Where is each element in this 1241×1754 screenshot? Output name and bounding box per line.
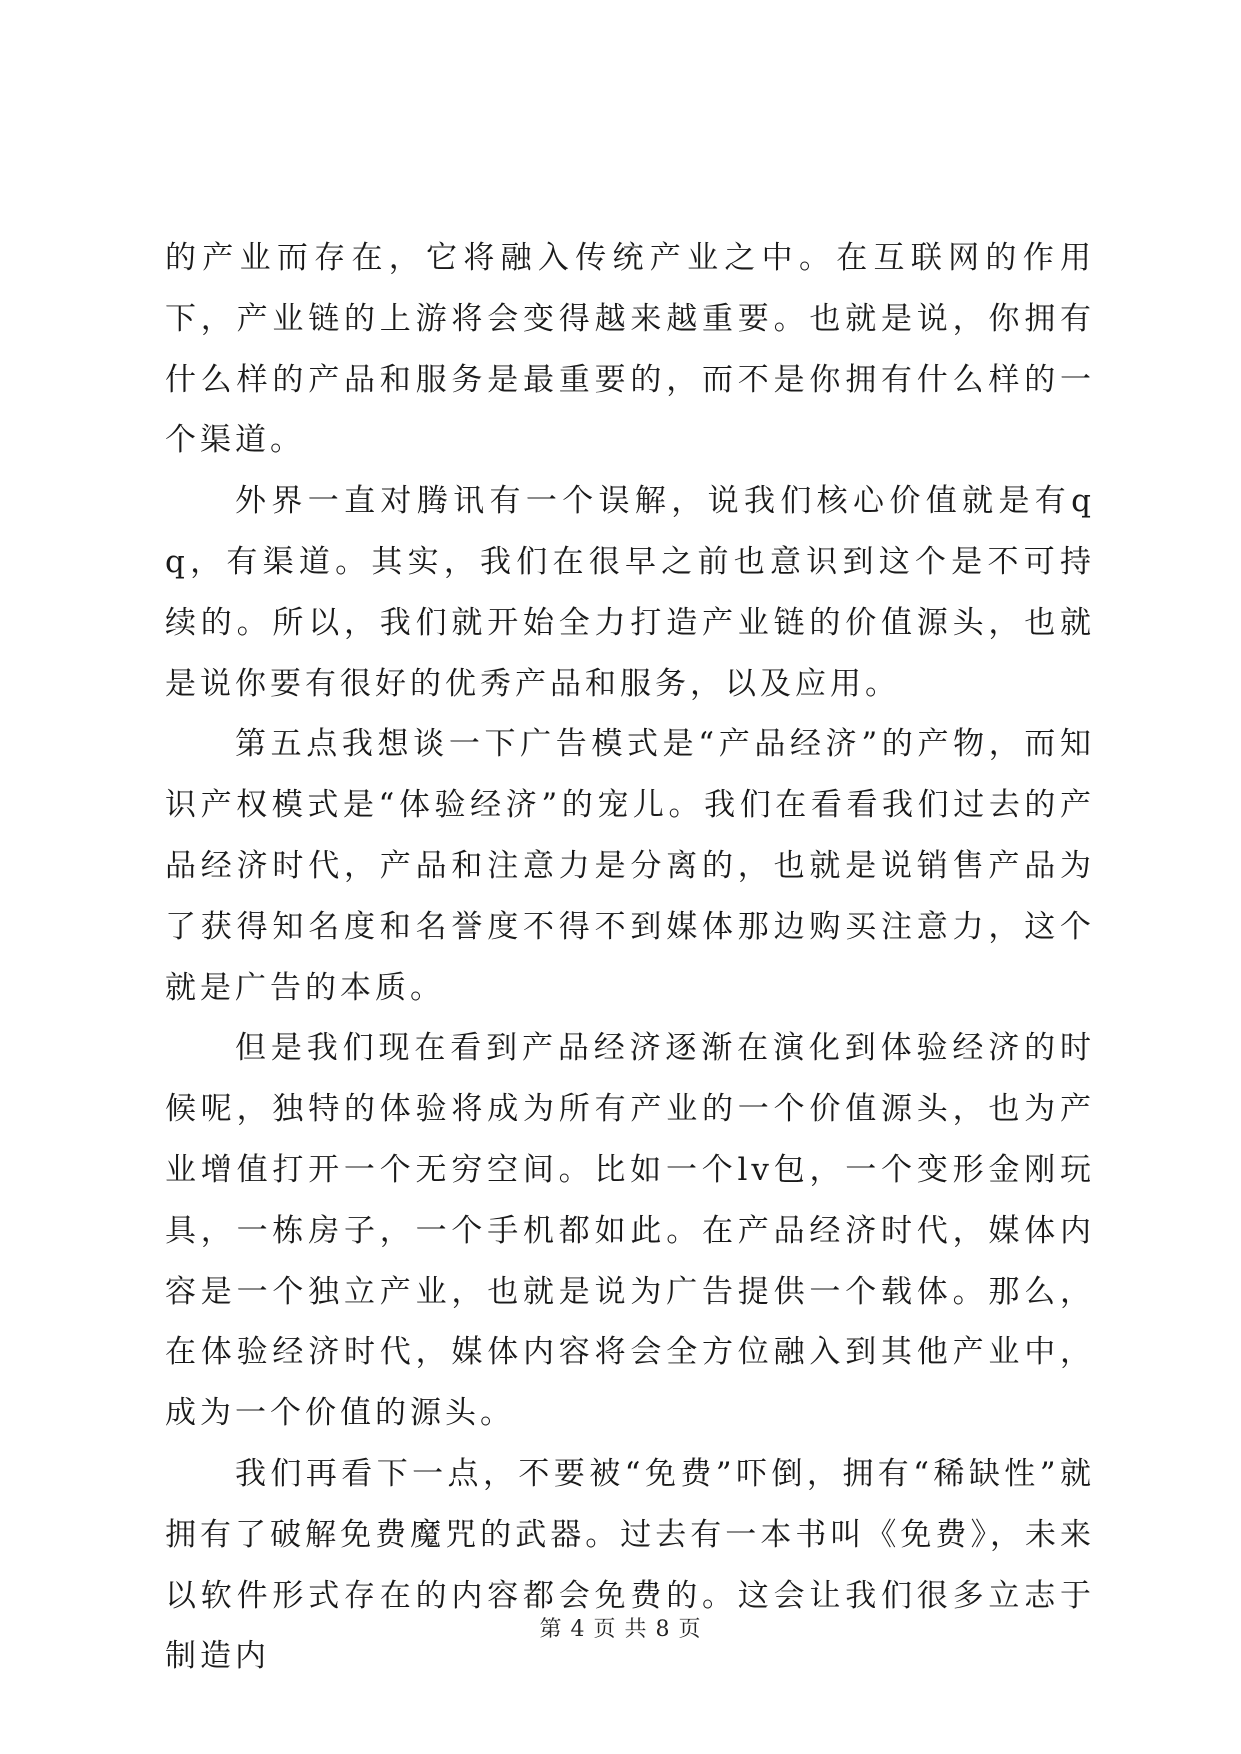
document-body bbox=[165, 228, 1095, 1687]
paragraph-continuation: 的产业而存在，它将融入传统产业之中。在互联网的作用下，产业链的上游将会变得越来越重要。也就是说，你拥有什么样的产品和服务是最重要的，而不是你拥有什么样的一个渠道。 bbox=[165, 240, 1095, 459]
paragraph: 第五点我想谈一下广告模式是“产品经济”的产物，而知识产权模式是“体验经济”的宠儿。我们在看看我们过去的产品经济时代，产品和注意力是分离的，也就是说销售产品为了获得知名度和名誉度不得不到媒体那边购买注意力，这个就是广告的本质。 bbox=[165, 726, 1095, 1006]
paragraph: 但是我们现在看到产品经济逐渐在演化到体验经济的时候呢，独特的体验将成为所有产业的一个价值源头，也为产业增值打开一个无穷空间。比如一个lv包，一个变形金刚玩具，一栋房子，一个手机都如此。在产品经济时代，媒体内容是一个独立产业，也就是说为广告提供一个载体。那么，在体验经济时代，媒体内容将会全方位融入到其他产业中，成为一个价值的源头。 bbox=[165, 1030, 1095, 1432]
page-number-footer: 第 4 页 共 8 页 bbox=[539, 1617, 702, 1642]
paragraph: 我们再看下一点，不要被“免费”吓倒，拥有“稀缺性”就拥有了破解免费魔咒的武器。过去有一本书叫《免费》，未来以软件形式存在的内容都会免费的。这会让我们很多立志于制造内 bbox=[165, 1455, 1095, 1675]
paragraph: 外界一直对腾讯有一个误解，说我们核心价值就是有qq，有渠道。其实，我们在很早之前也意识到这个是不可持续的。所以，我们就开始全力打造产业链的价值源头，也就是说你要有很好的优秀产品和服务，以及应用。 bbox=[165, 483, 1095, 702]
